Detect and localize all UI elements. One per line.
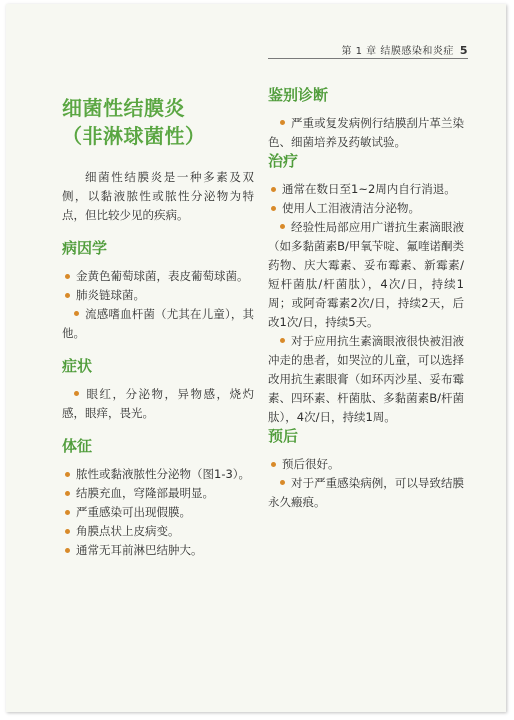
section-prognosis <box>268 427 464 512</box>
section-title: 体征 <box>62 437 93 455</box>
header-text <box>341 42 468 57</box>
bullet-dot-icon <box>65 472 70 477</box>
bullet-dot-icon <box>74 391 79 396</box>
bullet-dot-icon <box>65 510 70 515</box>
right-column <box>268 86 464 512</box>
title-line-1: 细菌性结膜炎 <box>62 96 185 120</box>
list-item: 肺炎链球菌。 <box>62 286 254 305</box>
list-item: 严重感染可出现假膜。 <box>62 503 254 522</box>
list-item: 结膜充血，穹隆部最明显。 <box>62 484 254 503</box>
running-header <box>268 44 468 59</box>
title-line-2: （非淋球菌性） <box>62 124 206 148</box>
list-item: 角膜点状上皮病变。 <box>62 522 254 541</box>
section-title: 症状 <box>62 357 93 375</box>
chapter-title: 第 1 章 结膜感染和炎症 <box>341 46 454 57</box>
list-item: 对于严重感染病例，可以导致结膜永久瘢痕。 <box>268 476 464 509</box>
section-title: 病因学 <box>62 239 108 257</box>
left-column <box>62 94 254 560</box>
article-title <box>62 94 254 150</box>
bullet-dot-icon <box>271 462 276 467</box>
list-item: 经验性局部应用广谱抗生素滴眼液（如多黏菌素B/甲氧苄啶、氟喹诺酮类药物、庆大霉素、妥布霉素、新霉素/短杆菌肽/杆菌肽），4次/日，持续1周；或阿奇霉素2次/日，持续2天，后改1次/日，持续5天。 <box>268 220 464 329</box>
section-symptoms <box>62 357 254 423</box>
list-item: 严重或复发病例行结膜刮片革兰染色、细菌培养及药敏试验。 <box>268 116 464 149</box>
section-signs <box>62 437 254 560</box>
bullet-dot-icon <box>271 206 276 211</box>
list-item: 通常无耳前淋巴结肿大。 <box>62 541 254 560</box>
bullet-dot-icon <box>74 311 79 316</box>
list-item: 使用人工泪液清洁分泌物。 <box>268 199 464 218</box>
section-title: 鉴别诊断 <box>268 86 329 104</box>
bullet-dot-icon <box>271 187 276 192</box>
list-item: 预后很好。 <box>268 455 464 474</box>
bullet-dot-icon <box>280 480 285 485</box>
section-differential-diagnosis <box>268 86 464 152</box>
bullet-dot-icon <box>280 120 285 125</box>
bullet-dot-icon <box>65 548 70 553</box>
intro-paragraph: 细菌性结膜炎是一种多素及双侧，以黏液脓性或脓性分泌物为特点，但比较少见的疾病。 <box>62 170 254 222</box>
page-number: 5 <box>459 44 468 57</box>
list-item: 眼红，分泌物，异物感，烧灼感，眼痒，畏光。 <box>62 387 254 420</box>
section-etiology <box>62 239 254 343</box>
bullet-dot-icon <box>280 224 285 229</box>
section-treatment <box>268 152 464 427</box>
list-item: 流感嗜血杆菌（尤其在儿童），其他。 <box>62 307 254 340</box>
bullet-dot-icon <box>280 338 285 343</box>
list-item: 通常在数日至1~2周内自行消退。 <box>268 180 464 199</box>
list-item: 脓性或黏液脓性分泌物（图1-3）。 <box>62 465 254 484</box>
bullet-dot-icon <box>65 529 70 534</box>
list-item: 对于应用抗生素滴眼液很快被泪液冲走的患者，如哭泣的儿童，可以选择改用抗生素眼膏（如环丙沙星、妥布霉素、四环素、杆菌肽、多黏菌素B/杆菌肽），4次/日，持续1周。 <box>268 334 464 424</box>
list-item: 金黄色葡萄球菌，表皮葡萄球菌。 <box>62 267 254 286</box>
book-page <box>6 4 506 712</box>
section-title: 预后 <box>268 427 299 445</box>
bullet-dot-icon <box>65 491 70 496</box>
bullet-dot-icon <box>65 293 70 298</box>
bullet-dot-icon <box>65 274 70 279</box>
section-title: 治疗 <box>268 152 299 170</box>
